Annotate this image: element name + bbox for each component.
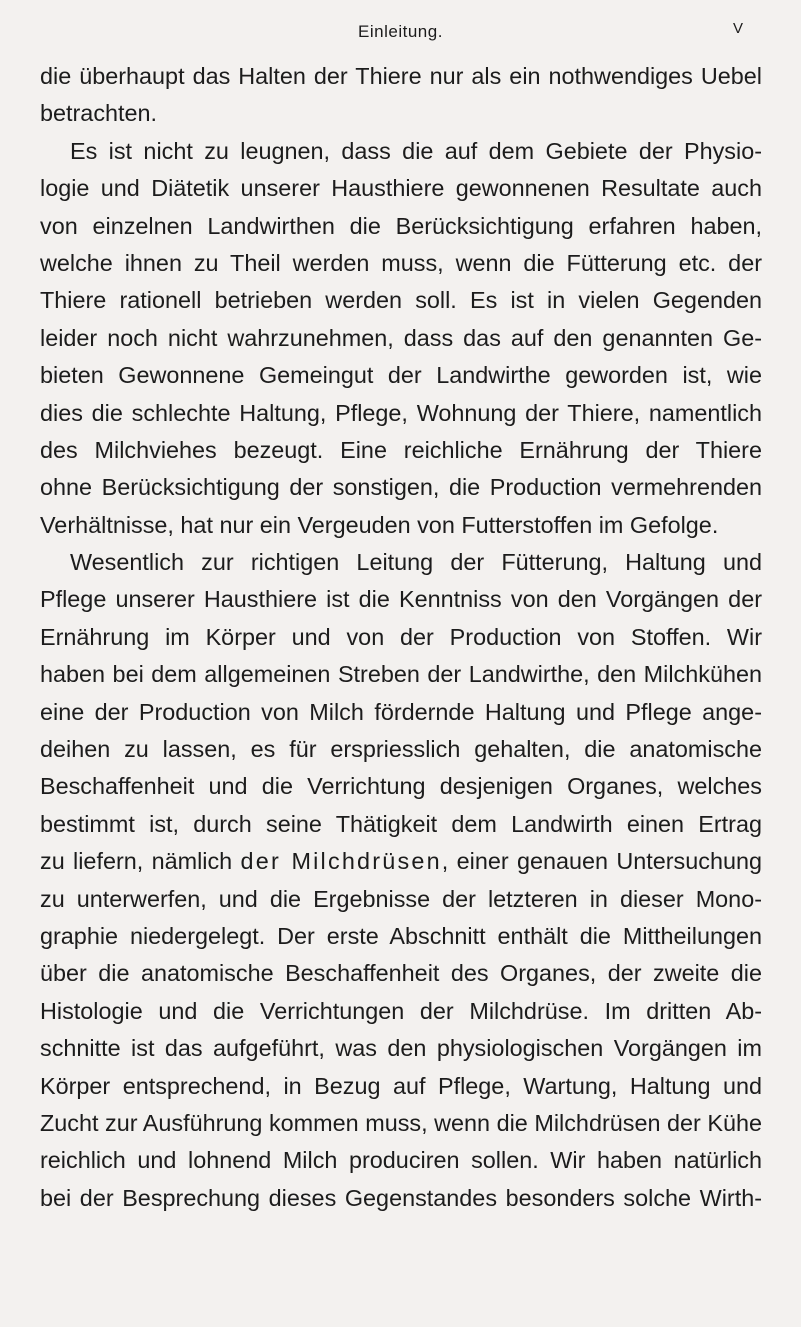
text-line: eine der Production von Milch fördernde Haltung und Pflege ange- bbox=[40, 698, 762, 725]
text-line: Ernährung im Körper und von der Production von Stoffen. Wir bbox=[40, 623, 762, 650]
text-line: Beschaffenheit und die Verrichtung desjenigen Organes, welches bbox=[40, 773, 762, 800]
text-line: bieten Gewonnene Gemeingut der Landwirthe geworden ist, wie bbox=[40, 362, 762, 389]
text-line-emphasis bbox=[40, 843, 762, 880]
text-line: schnitte ist das aufgeführt, was den physiologischen Vorgängen im bbox=[40, 1035, 762, 1062]
text-line: graphie niedergelegt. Der erste Abschnitt enthält die Mittheilungen bbox=[40, 922, 762, 949]
text-line: Verhältnisse, hat nur ein Vergeuden von Futterstoffen im Gefolge. bbox=[40, 511, 719, 538]
text-line: haben bei dem allgemeinen Streben der Landwirthe, den Milchkühen bbox=[40, 661, 762, 688]
text-line: Es ist nicht zu leugnen, dass die auf dem Gebiete der Physio- bbox=[70, 137, 762, 164]
text-line: dies die schlechte Haltung, Pflege, Wohnung der Thiere, namentlich bbox=[40, 399, 762, 426]
text-line: deihen zu lassen, es für erspriesslich gehalten, die anatomische bbox=[40, 736, 762, 763]
text-line: leider noch nicht wahrzunehmen, dass das auf den genannten Ge- bbox=[40, 324, 762, 351]
text-line: Körper entsprechend, in Bezug auf Pflege, Wartung, Haltung und bbox=[40, 1072, 762, 1099]
text-line: von einzelnen Landwirthen die Berücksichtigung erfahren haben, bbox=[40, 212, 762, 239]
spaced-emphasis: der Milchdrüsen bbox=[240, 848, 442, 875]
text-line: betrachten. bbox=[40, 100, 158, 127]
running-title: Einleitung. bbox=[358, 22, 443, 41]
text-line: zu unterwerfen, und die Ergebnisse der letzteren in dieser Mono- bbox=[40, 885, 762, 912]
text-line: Histologie und die Verrichtungen der Milchdrüse. Im dritten Ab- bbox=[40, 997, 762, 1024]
text-line: des Milchviehes bezeugt. Eine reichliche Ernährung der Thiere bbox=[40, 436, 762, 463]
text-line: ohne Berücksichtigung der sonstigen, die Production vermehrenden bbox=[40, 474, 762, 501]
text-line: Wesentlich zur richtigen Leitung der Fütterung, Haltung und bbox=[70, 549, 762, 576]
text-line: bei der Besprechung dieses Gegenstandes besonders solche Wirth- bbox=[40, 1184, 762, 1211]
page-number: V bbox=[733, 20, 744, 37]
emphasis-after: , einer genauen Untersuchung bbox=[441, 848, 762, 875]
emphasis-before: zu liefern, nämlich bbox=[40, 848, 241, 875]
text-line: Zucht zur Ausführung kommen muss, wenn die Milchdrüsen der Kühe bbox=[40, 1109, 762, 1136]
body-text bbox=[40, 58, 762, 1217]
text-line: reichlich und lohnend Milch produciren sollen. Wir haben natürlich bbox=[40, 1147, 762, 1174]
text-line: Pflege unserer Hausthiere ist die Kenntniss von den Vorgängen der bbox=[40, 586, 762, 613]
text-line: welche ihnen zu Theil werden muss, wenn die Fütterung etc. der bbox=[40, 249, 762, 276]
text-line: über die anatomische Beschaffenheit des Organes, der zweite die bbox=[40, 960, 762, 987]
text-line: bestimmt ist, durch seine Thätigkeit dem Landwirth einen Ertrag bbox=[40, 810, 762, 837]
text-line: die überhaupt das Halten der Thiere nur als ein nothwendiges Uebel bbox=[40, 63, 762, 89]
text-line: logie und Diätetik unserer Hausthiere gewonnenen Resultate auch bbox=[40, 175, 762, 202]
text-line: Thiere rationell betrieben werden soll. Es ist in vielen Gegenden bbox=[40, 287, 762, 314]
